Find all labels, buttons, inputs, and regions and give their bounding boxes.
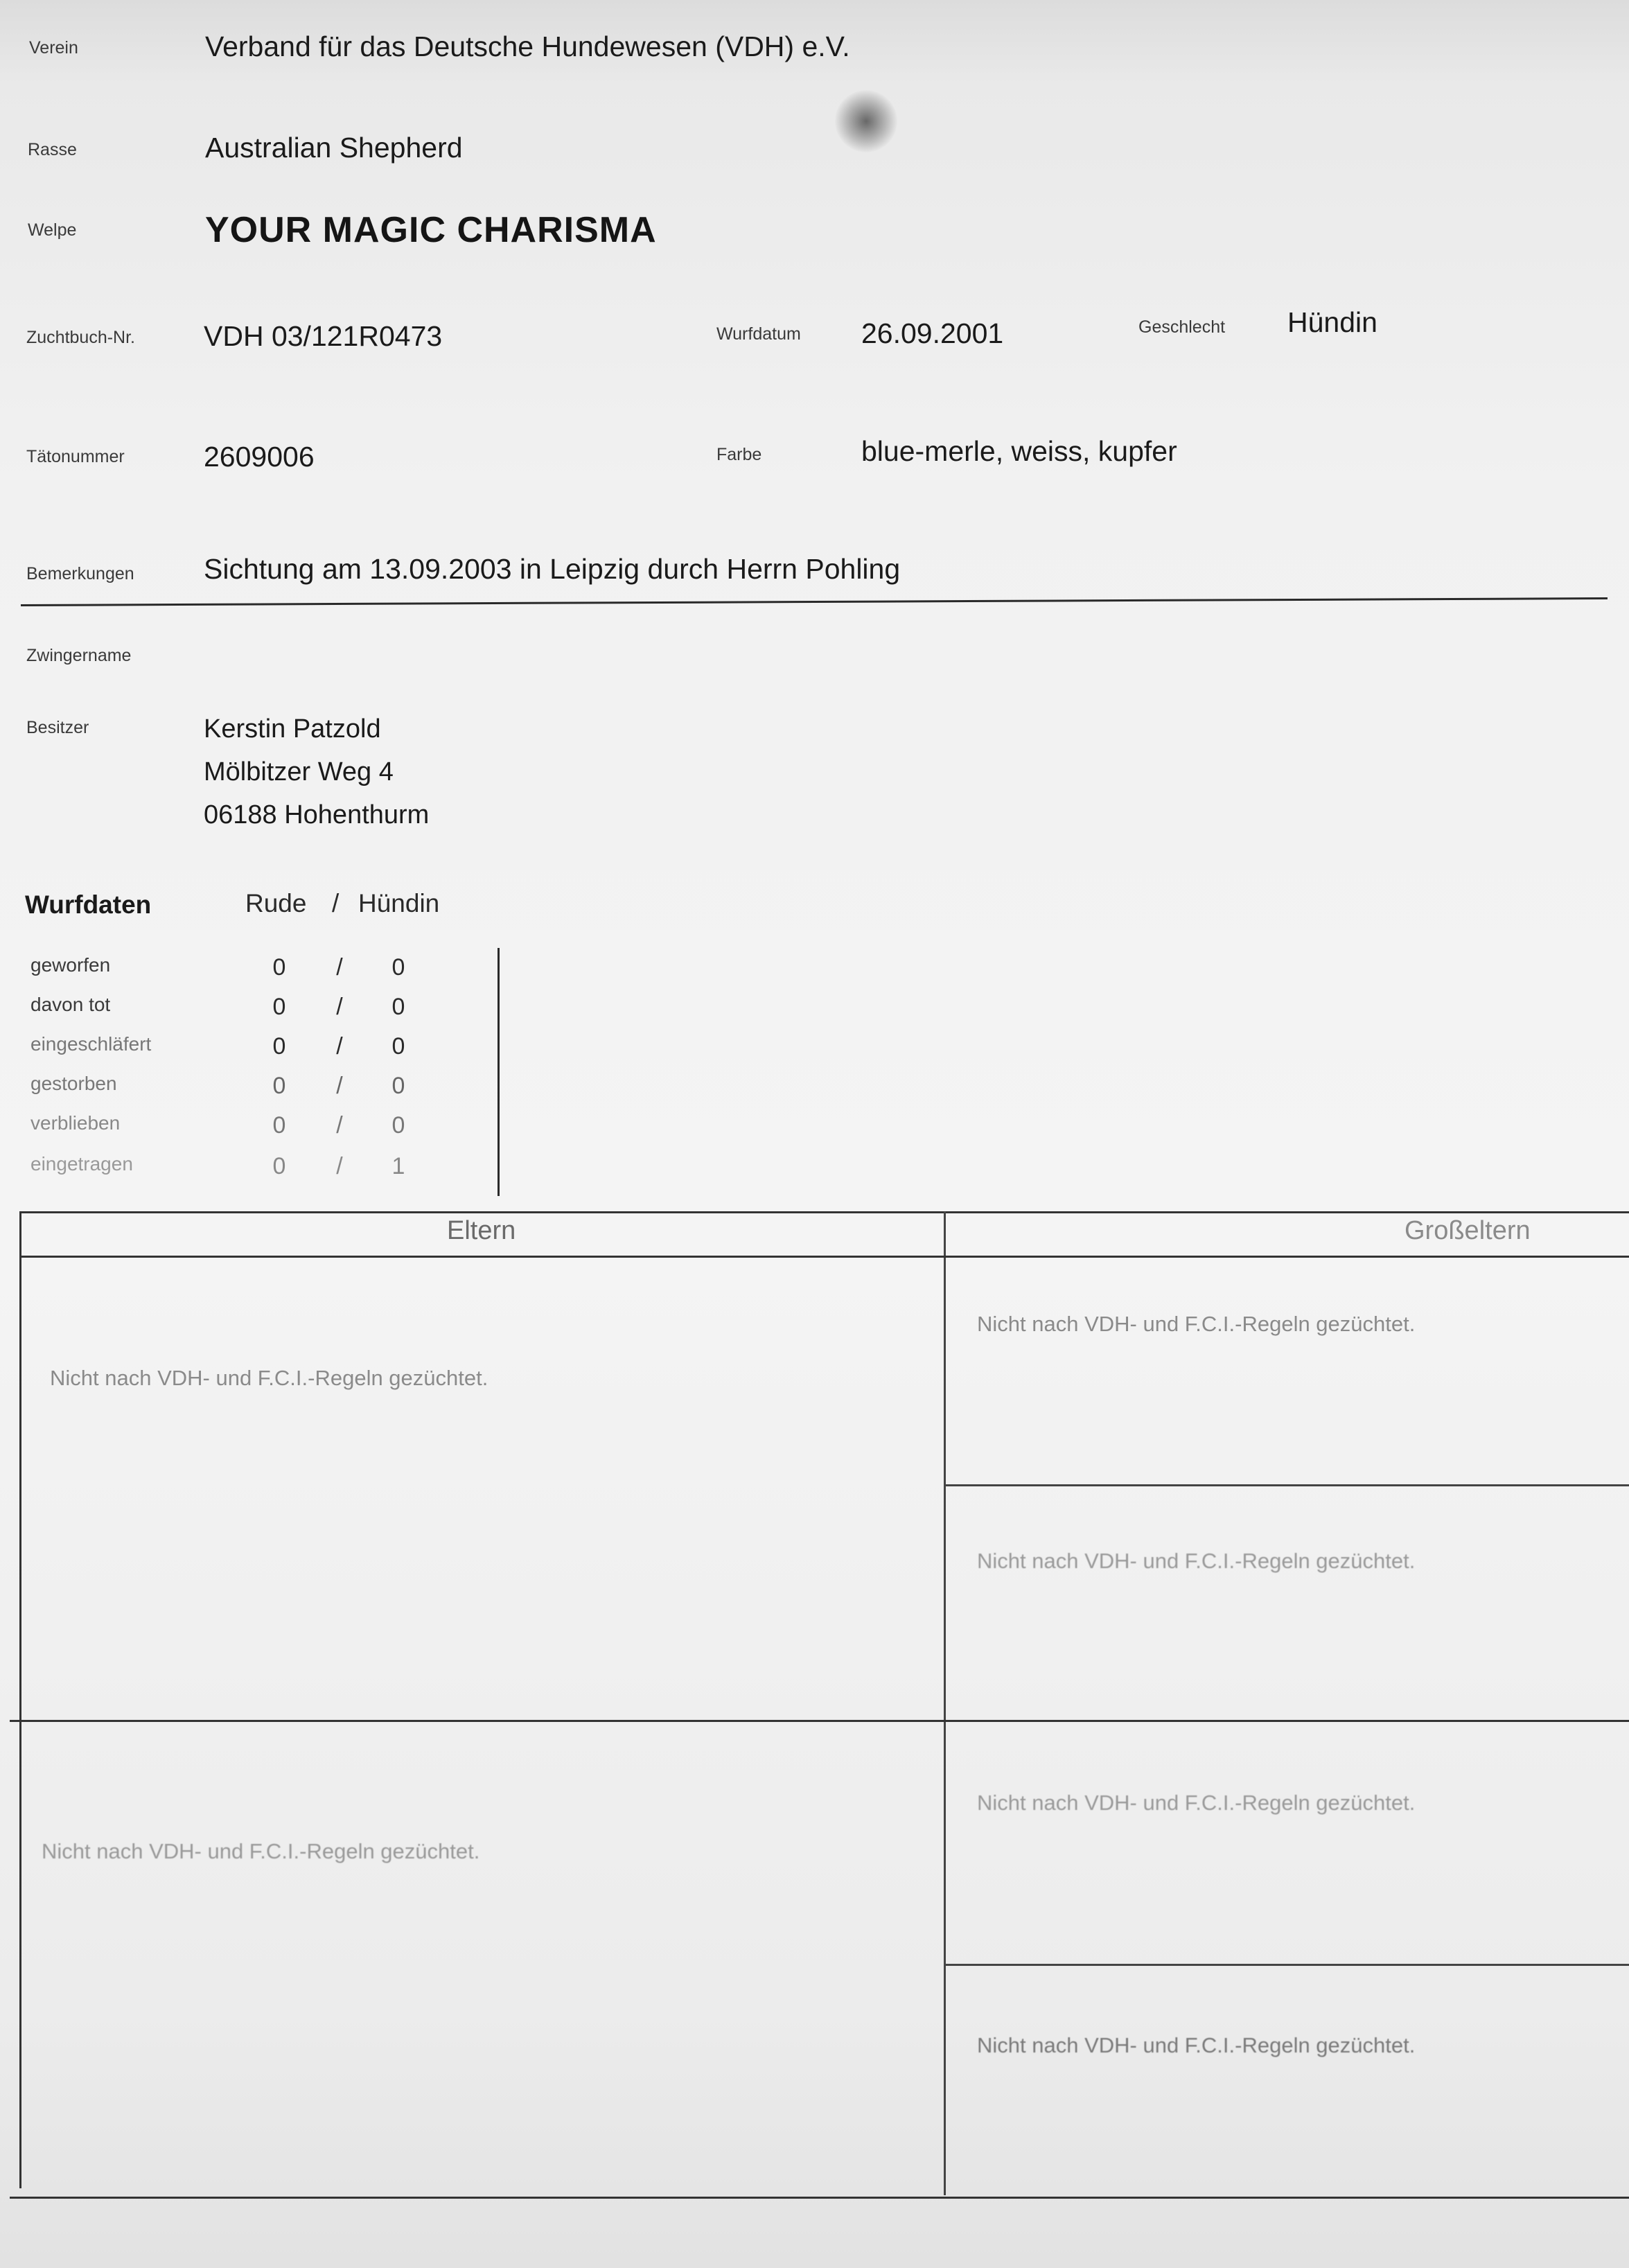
wurfdaten-rude-value: 0 xyxy=(272,1073,286,1099)
bemerkungen-label: Bemerkungen xyxy=(26,564,134,583)
wurfdaten-divider xyxy=(497,948,500,1196)
zuchtbuch-label: Zuchtbuch-Nr. xyxy=(26,328,136,347)
grosseltern-header: Großeltern xyxy=(1405,1216,1531,1245)
pedigree-header-divider xyxy=(19,1256,1629,1258)
farbe-label: Farbe xyxy=(716,445,762,464)
geschlecht-label: Geschlecht xyxy=(1138,317,1226,337)
owner-city: 06188 Hohenthurm xyxy=(204,800,430,829)
wurfdaten-sep: / xyxy=(336,1153,343,1179)
wurfdaten-col-sep: / xyxy=(332,889,340,917)
wurfdaten-rude-value: 0 xyxy=(272,1033,286,1060)
verein-value: Verband für das Deutsche Hundewesen (VDH) e.V. xyxy=(205,30,850,62)
wurfdaten-huendin-value: 1 xyxy=(391,1153,405,1179)
wurfdaten-row-label: gestorben xyxy=(30,1073,117,1094)
wurfdaten-rude-value: 0 xyxy=(272,1153,286,1179)
welpe-value: YOUR MAGIC CHARISMA xyxy=(205,210,657,250)
pedigree-top-border xyxy=(19,1211,1629,1213)
grandparent-divider-2 xyxy=(946,1964,1629,1966)
zwingername-label: Zwingername xyxy=(26,646,132,665)
owner-street: Mölbitzer Weg 4 xyxy=(204,757,394,786)
grandparent-2-text: Nicht nach VDH- und F.C.I.-Regeln gezüchtet. xyxy=(977,1549,1416,1573)
header-divider xyxy=(21,597,1608,606)
geschlecht-value: Hündin xyxy=(1287,306,1377,338)
wurfdaten-row-label: eingetragen xyxy=(30,1153,133,1175)
wurfdaten-row-label: davon tot xyxy=(30,994,111,1015)
wurfdaten-row-label: eingeschläfert xyxy=(30,1033,152,1055)
farbe-value: blue-merle, weiss, kupfer xyxy=(861,435,1177,467)
parent-1-text: Nicht nach VDH- und F.C.I.-Regeln gezüchtet. xyxy=(50,1366,488,1390)
bemerkungen-value: Sichtung am 13.09.2003 in Leipzig durch Herrn Pohling xyxy=(204,553,901,585)
pedigree-bottom-border xyxy=(10,2197,1629,2199)
wurfdaten-col-rude: Rude xyxy=(245,889,307,917)
owner-name: Kerstin Patzold xyxy=(204,714,381,744)
rasse-label: Rasse xyxy=(28,140,77,159)
pedigree-middle-divider xyxy=(944,1211,946,2195)
ink-smudge xyxy=(835,90,897,152)
wurfdaten-huendin-value: 0 xyxy=(391,994,405,1020)
wurfdaten-huendin-value: 0 xyxy=(391,1073,405,1099)
wurfdaten-sep: / xyxy=(336,994,343,1020)
wurfdaten-sep: / xyxy=(336,1073,343,1099)
wurfdaten-sep: / xyxy=(336,954,343,981)
grandparent-divider-1 xyxy=(946,1484,1629,1486)
wurfdaten-sep: / xyxy=(336,1033,343,1060)
grandparent-3-text: Nicht nach VDH- und F.C.I.-Regeln gezüchtet. xyxy=(977,1791,1416,1815)
wurfdaten-rude-value: 0 xyxy=(272,954,286,981)
taetonummer-value: 2609006 xyxy=(204,441,315,473)
wurfdaten-title: Wurfdaten xyxy=(25,890,152,919)
wurfdaten-rude-value: 0 xyxy=(272,1112,286,1139)
wurfdaten-sep: / xyxy=(336,1112,343,1139)
pedigree-left-border xyxy=(19,1211,21,2188)
welpe-label: Welpe xyxy=(28,220,77,240)
wurfdaten-huendin-value: 0 xyxy=(391,1033,405,1060)
zuchtbuch-value: VDH 03/121R0473 xyxy=(204,320,443,352)
wurfdaten-col-huendin: Hündin xyxy=(358,889,440,917)
parent-2-text: Nicht nach VDH- und F.C.I.-Regeln gezüchtet. xyxy=(42,1839,480,1863)
wurfdatum-label: Wurfdatum xyxy=(716,324,801,344)
verein-label: Verein xyxy=(29,38,78,58)
wurfdaten-row-label: geworfen xyxy=(30,954,111,976)
wurfdaten-huendin-value: 0 xyxy=(391,1112,405,1139)
taetonummer-label: Tätonummer xyxy=(26,447,125,466)
besitzer-label: Besitzer xyxy=(26,718,89,737)
wurfdaten-row-label: verblieben xyxy=(30,1112,121,1134)
wurfdaten-rude-value: 0 xyxy=(272,994,286,1020)
wurfdatum-value: 26.09.2001 xyxy=(861,317,1004,349)
parents-divider xyxy=(10,1720,1629,1722)
grandparent-4-text: Nicht nach VDH- und F.C.I.-Regeln gezüchtet. xyxy=(977,2033,1416,2057)
rasse-value: Australian Shepherd xyxy=(205,132,463,164)
grandparent-1-text: Nicht nach VDH- und F.C.I.-Regeln gezüchtet. xyxy=(977,1312,1416,1336)
wurfdaten-huendin-value: 0 xyxy=(391,954,405,981)
eltern-header: Eltern xyxy=(447,1216,516,1245)
